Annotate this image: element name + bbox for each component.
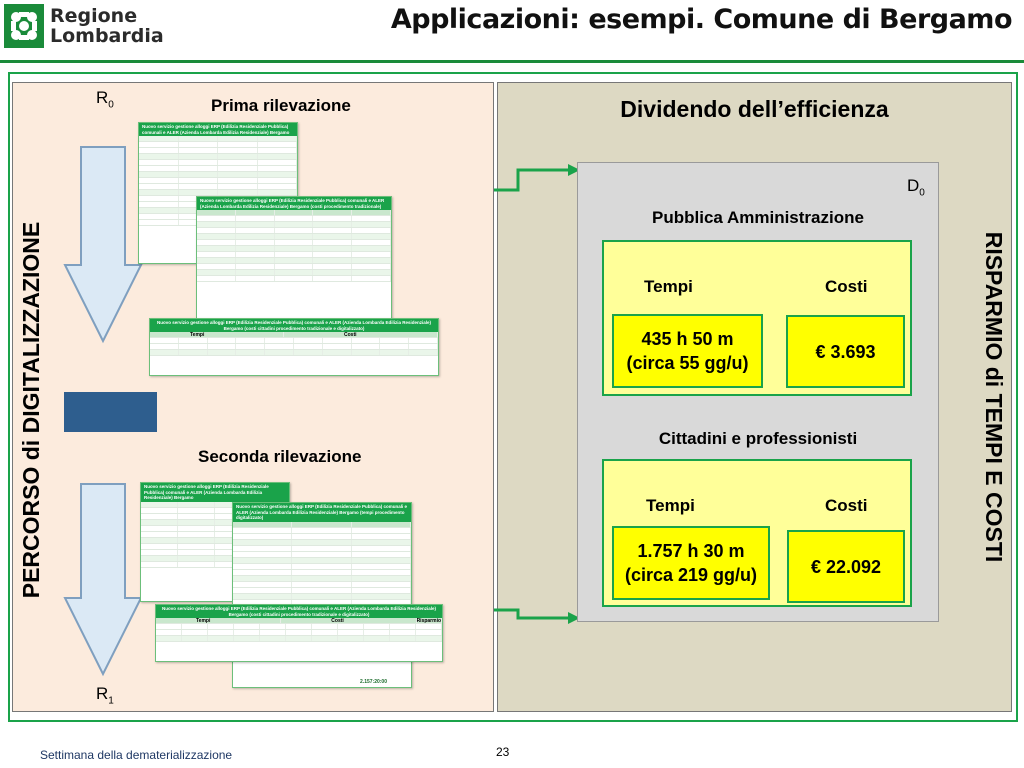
cit-cost-value: € 22.092 bbox=[787, 530, 905, 603]
table-title: Nuovo servizio gestione alloggi ERP (Edilizia Residenziale Pubblica) comunali e ALER (Azienda Lombarda Edilizia Residenziale) Bergamo (costi cittadini procedimento tradizionale e digitalizzato) bbox=[150, 319, 438, 332]
regione-lombardia-logo-icon bbox=[4, 4, 44, 48]
cit-costi-label: Costi bbox=[825, 496, 868, 515]
r0-label: $R_0$ bbox=[96, 88, 114, 111]
table-title: Nuovo servizio gestione alloggi ERP (Edilizia Residenziale Pubblica) comunali e ALER (Azienda Lombarda Edilizia Residenziale) Bergamo bbox=[141, 483, 289, 502]
cit-time-hours: 1.757 h 30 m bbox=[637, 541, 745, 561]
pa-costi-label: Costi bbox=[825, 277, 868, 296]
d0-label: $D_0$ bbox=[907, 176, 925, 199]
down-arrow-icon bbox=[63, 145, 143, 345]
survey-table-thumbnail bbox=[196, 196, 392, 326]
page-number: 23 bbox=[496, 745, 510, 759]
table-title: Nuovo servizio gestione alloggi ERP (Edilizia Residenziale Pubblica) comunali e ALER (Azienda Lombarda Edilizia Residenziale) Bergamo (tempi procedimento digitalizzato) bbox=[233, 503, 411, 522]
pa-cost-value: € 3.693 bbox=[786, 315, 905, 388]
logo-line-2: Lombardia bbox=[50, 25, 164, 47]
pa-time-hours: 435 h 50 m bbox=[641, 329, 734, 349]
footer-event: Settimana della dematerializzazione bbox=[40, 748, 233, 762]
connector-arrows-icon bbox=[490, 160, 582, 630]
table-title: Nuovo servizio gestione alloggi ERP (Edilizia Residenziale Pubblica) comunali e ALER (Azienda Lombarda Edilizia Residenziale) Bergamo (costi cittadini procedimento tradizionale e digitalizzato) bbox=[156, 605, 442, 618]
survey-costs-table-thumbnail: Nuovo servizio gestione alloggi ERP (Edilizia Residenziale Pubblica) comunali e ALER (Azienda Lombarda Edilizia Residenziale) Bergamo (costi cittadini procedimento tradizionale e digitalizzato) Tempi Costi bbox=[149, 318, 439, 376]
savings-label: RISPARMIO di TEMPI E COSTI bbox=[981, 231, 1007, 563]
cit-time-value bbox=[612, 526, 770, 600]
pa-tempi-label: Tempi bbox=[644, 277, 693, 296]
down-arrow-icon bbox=[63, 482, 143, 678]
survey-costs-table-thumbnail: Nuovo servizio gestione alloggi ERP (Edilizia Residenziale Pubblica) comunali e ALER (Azienda Lombarda Edilizia Residenziale) Bergamo (costi cittadini procedimento tradizionale e digitalizzato) Tempi Costi Risparmio bbox=[155, 604, 443, 662]
r1-label: $R_1$ bbox=[96, 684, 114, 707]
cit-tempi-label: Tempi bbox=[646, 496, 695, 515]
progress-block bbox=[64, 392, 157, 432]
table-total: 2.157:20:00 bbox=[360, 679, 387, 685]
efficiency-dividend-heading: Dividendo dell’efficienza bbox=[620, 96, 889, 122]
slide-title: Applicazioni: esempi. Comune di Bergamo bbox=[390, 4, 1012, 35]
cit-time-days: (circa 219 gg/u) bbox=[624, 565, 758, 585]
first-survey-label: Prima rilevazione bbox=[211, 96, 351, 115]
logo-wordmark bbox=[50, 6, 164, 46]
citizens-label: Cittadini e professionisti bbox=[658, 429, 858, 448]
pa-time-value bbox=[612, 314, 763, 388]
table-title: Nuovo servizio gestione alloggi ERP (Edilizia Residenziale Pubblica) comunali e ALER (Azienda Lombarda Edilizia Residenziale) Bergamo (costi procedimento tradizionale) bbox=[197, 197, 391, 210]
pa-time-days: (circa 55 gg/u) bbox=[626, 353, 749, 373]
logo-line-1: Regione bbox=[50, 5, 138, 27]
public-administration-label: Pubblica Amministrazione bbox=[652, 208, 864, 227]
header-divider bbox=[0, 60, 1024, 63]
table-title: Nuovo servizio gestione alloggi ERP (Edilizia Residenziale Pubblica) comunali e ALER (Azienda Lombarda Edilizia Residenziale) Bergamo bbox=[139, 123, 297, 136]
second-survey-label: Seconda rilevazione bbox=[198, 447, 362, 466]
digitalization-path-label: PERCORSO di DIGITALIZZAZIONE bbox=[18, 221, 44, 599]
